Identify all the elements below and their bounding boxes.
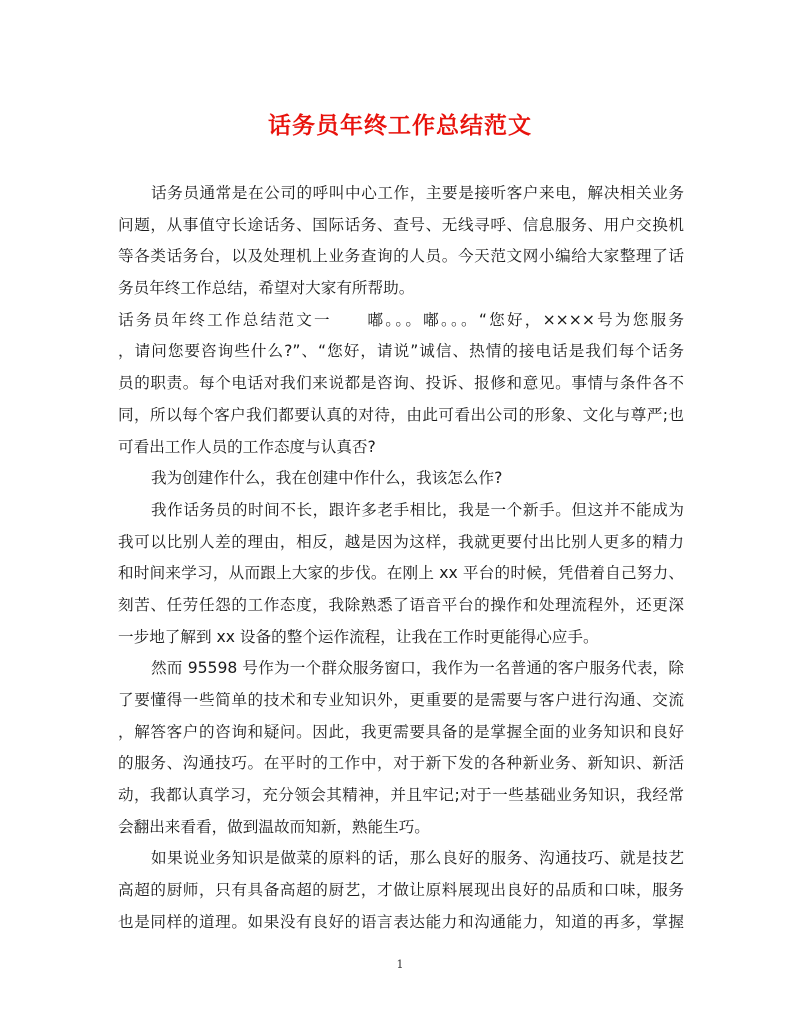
text-line: 会翻出来看看，做到温故而知新，熟能生巧。 [118, 817, 430, 836]
text-line: 我作话务员的时间不长，跟许多老手相比，我是一个新手。但这并不能成为 [151, 500, 684, 519]
text-line: 等各类话务台，以及处理机上业务查询的人员。今天范文网小编给大家整理了话 [118, 247, 684, 266]
document-title: 话务员年终工作总结范文 [268, 112, 532, 139]
text-line: 话务员通常是在公司的呼叫中心工作，主要是接听客户来电，解决相关业务 [151, 184, 684, 202]
text-line: 问题，从事值守长途话务、国际话务、查号、无线寻呼、信息服务、用户交换机 [118, 215, 684, 234]
text-line: 我为创建作什么，我在创建中作什么，我该怎么作? [151, 469, 503, 488]
text-line: 可看出工作人员的工作态度与认真否? [118, 437, 376, 456]
text-line: 的服务、沟通技巧。在平时的工作中，对于新下发的各种新业务、新知识、新活 [118, 754, 684, 773]
text-line: 话务员年终工作总结范文一 嘟。。。嘟。。。“您好，××××号为您服务 [118, 310, 684, 329]
text-line: ，解答客户的咨询和疑问。因此，我更需要具备的是掌握全面的业务知识和良好 [118, 722, 684, 741]
text-line: 务员年终工作总结，希望对大家有所帮助。 [118, 279, 415, 298]
text-line: 也是同样的道理。如果没有良好的语言表达能力和沟通能力，知道的再多，掌握 [118, 912, 684, 931]
text-line: ，请问您要咨询些什么?”、“您好，请说”诚信、热情的接电话是我们每个话务 [118, 342, 684, 361]
page-number: 1 [396, 958, 404, 971]
text-line: 高超的厨师，只有具备高超的厨艺，才做让原料展现出良好的品质和口味，服务 [118, 881, 684, 900]
text-line: 刻苦、任劳任怨的工作态度，我除熟悉了语音平台的操作和处理流程外，还更深 [118, 595, 684, 614]
text-line: 了要懂得一些简单的技术和专业知识外，更重要的是需要与客户进行沟通、交流 [118, 691, 684, 709]
text-line: 动，我都认真学习，充分领会其精神，并且牢记;对于一些基础业务知识，我经常 [118, 786, 684, 805]
text-line: 如果说业务知识是做菜的原料的话，那么良好的服务、沟通技巧、就是技艺 [151, 849, 684, 868]
text-line: 一步地了解到 xx 设备的整个运作流程，让我在工作时更能得心应手。 [118, 627, 599, 646]
text-line: 员的职责。每个电话对我们来说都是咨询、投诉、报修和意见。事情与条件各不 [118, 374, 684, 393]
text-line: 同，所以每个客户我们都要认真的对待，由此可看出公司的形象、文化与尊严;也 [118, 405, 684, 424]
document-body [118, 178, 684, 939]
text-line: 我可以比别人差的理由，相反，越是因为这样，我就更要付出比别人更多的精力 [118, 532, 684, 551]
text-line: 和时间来学习，从而跟上大家的步伐。在刚上 xx 平台的时候，凭借着自己努力、 [118, 564, 684, 583]
text-line: 然而 95598 号作为一个群众服务窗口，我作为一名普通的客户服务代表，除 [151, 659, 684, 678]
